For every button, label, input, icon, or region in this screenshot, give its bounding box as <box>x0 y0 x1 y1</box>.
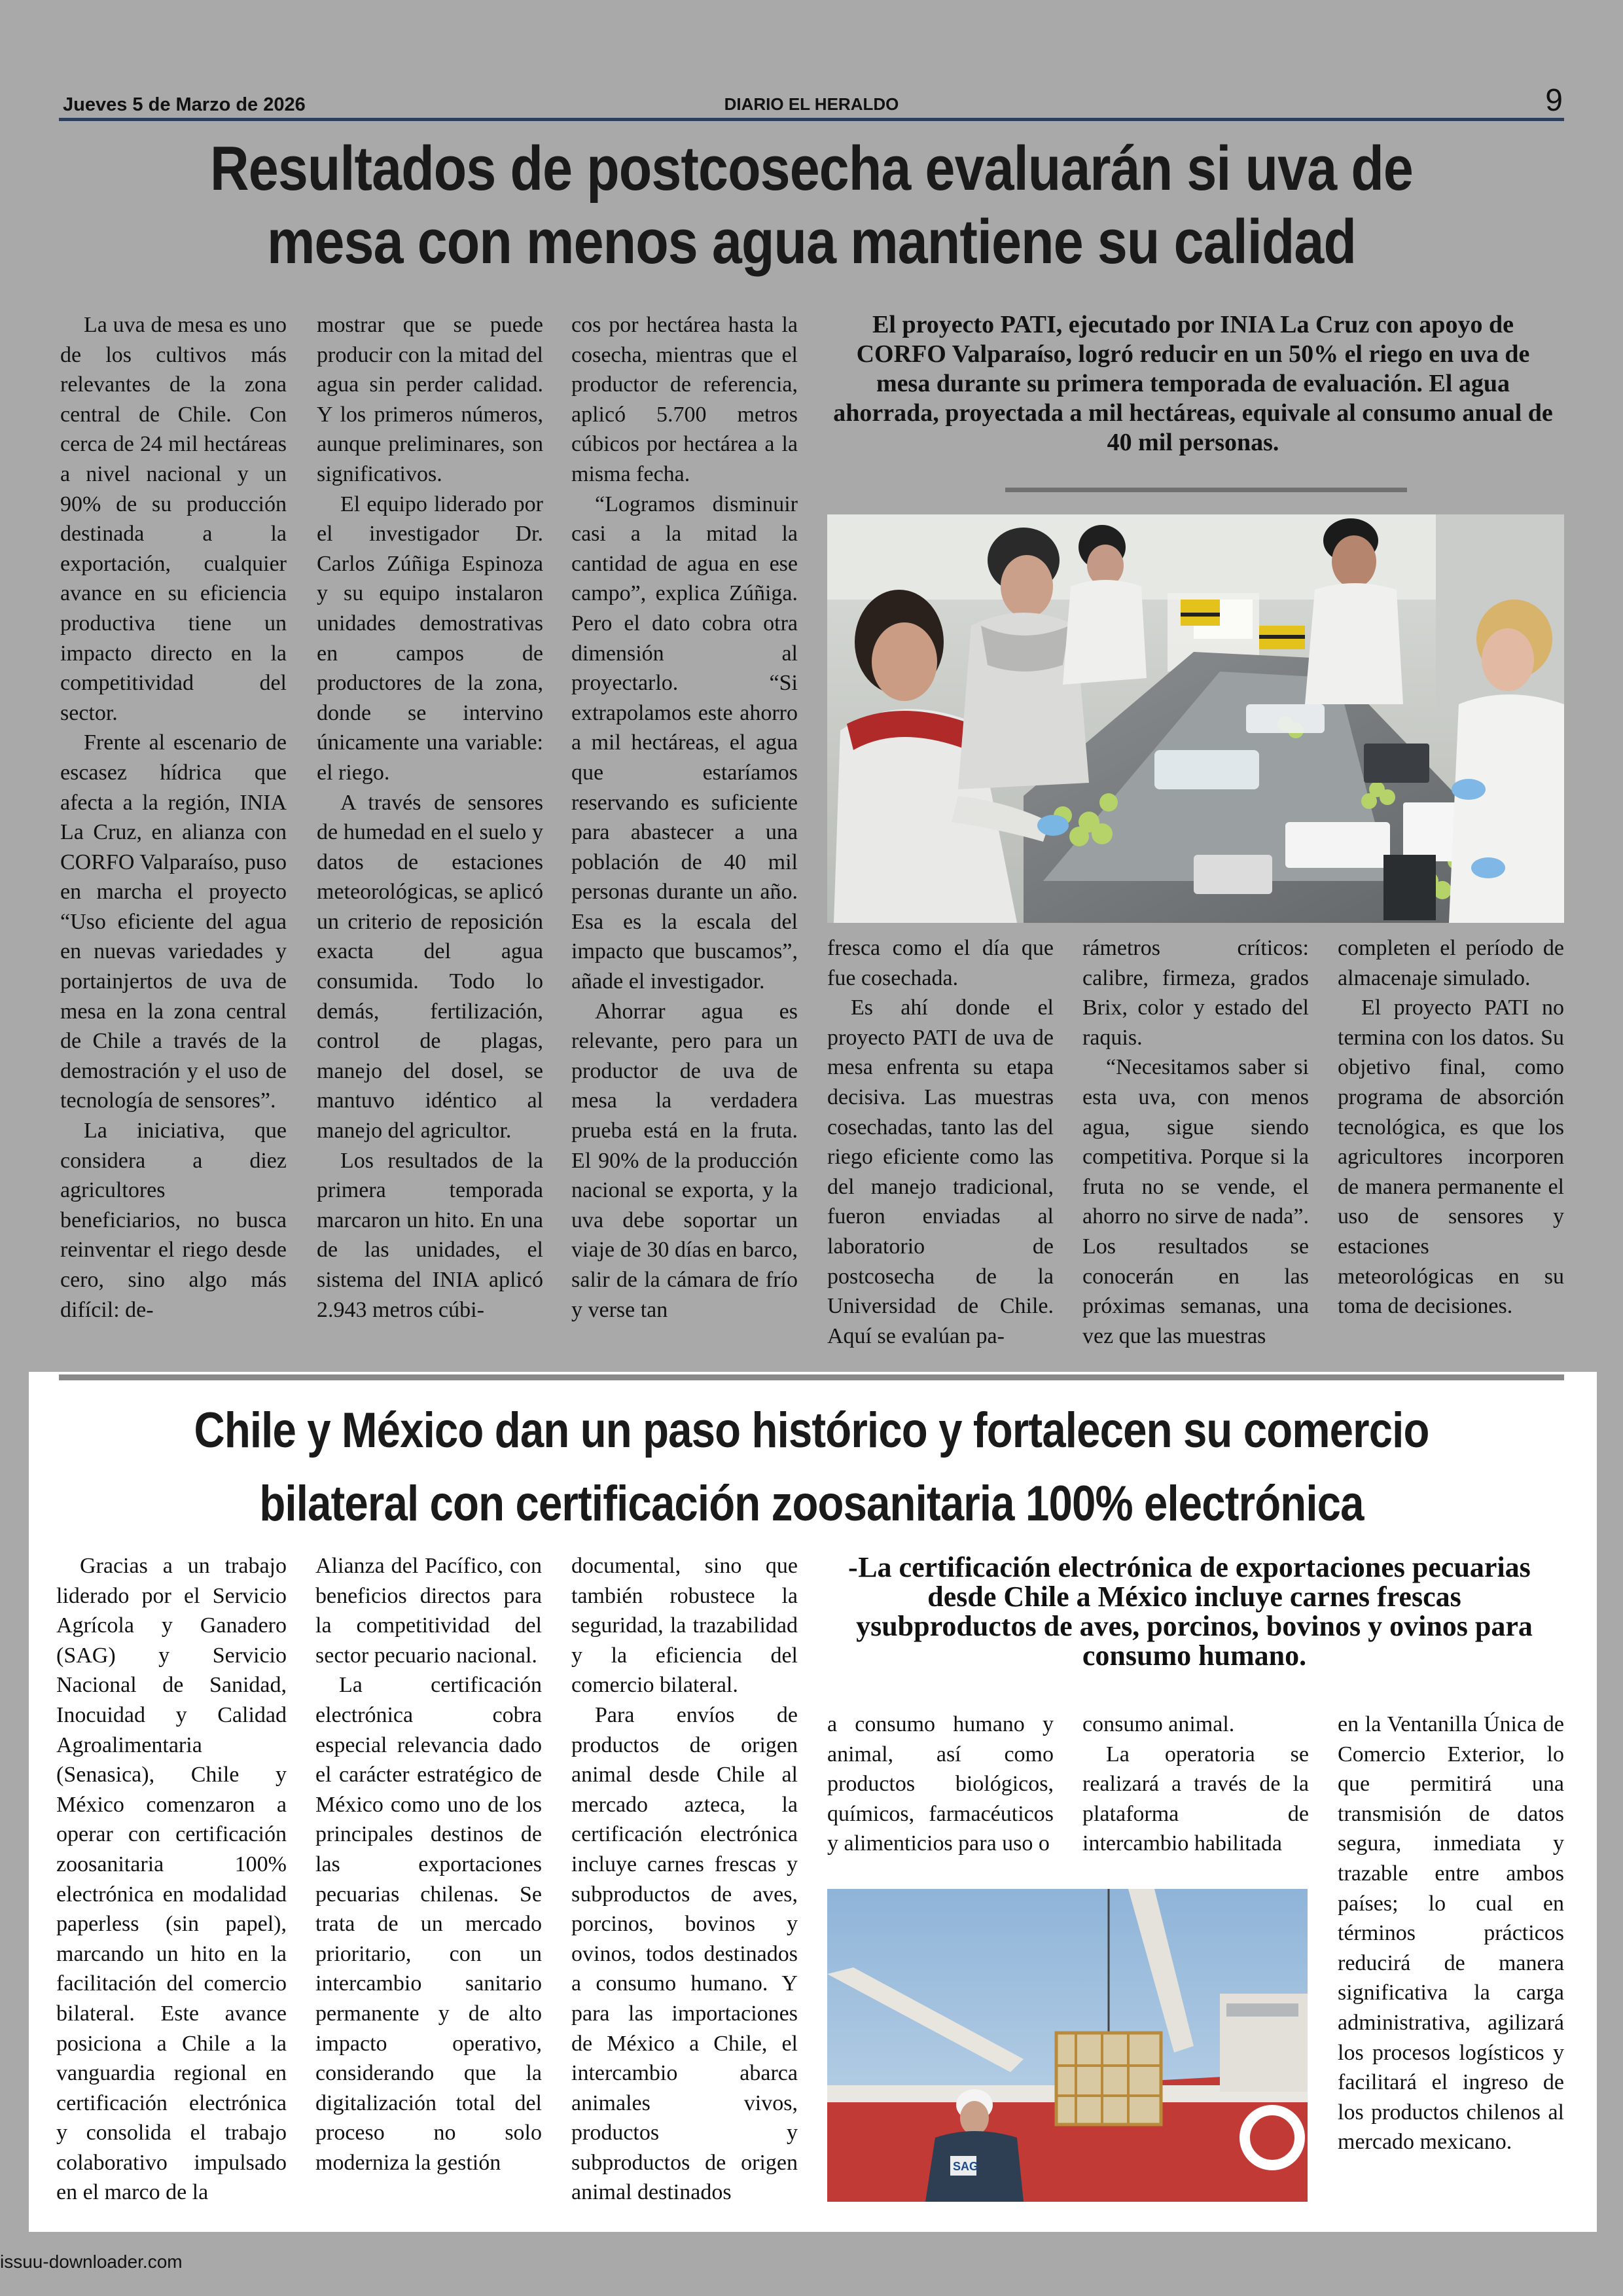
article1-column-1 <box>60 310 287 1325</box>
paragraph: “Necesitamos saber si esta uva, con menos agua, sigue siendo competitiva. Porque si la fruta no se vende, el ahorro no sirve de nada”. Los resultados se conocerán en las próximas semanas, una vez que las muestras <box>1082 1055 1309 1348</box>
paragraph: A través de sensores de humedad en el suelo y datos de estaciones meteorológicas, se aplicó un criterio de reposición exacta del agua consumida. Todo lo demás, fertilización, control de plagas, manejo del dosel, se mantuvo idéntico al manejo del agricultor. <box>317 790 543 1143</box>
ship-photo <box>827 1889 1308 2202</box>
paragraph: Para envíos de productos de origen animal desde Chile al mercado azteca, la certificación electrónica incluye carnes frescas y subproductos de aves, porcinos, bovinos y ovinos, todos destinados a consumo humano. Y para las importaciones de México a Chile, el intercambio abarca animales vivos, productos y subproductos de origen animal destinados <box>571 1702 798 2205</box>
sag-badge: SAG <box>953 2160 979 2173</box>
paragraph: cos por hectárea hasta la cosecha, mientras que el productor de referencia, aplicó 5.700 metros cúbicos por hectárea a la misma fecha. <box>571 313 798 486</box>
paragraph: en la Ventanilla Única de Comercio Exterior, lo que permitirá una transmisión de datos segura, inmediata y trazable entre ambos países; lo cual en términos prácticos reducirá de manera significativa la carga administrativa, agilizará los procesos logísticos y facilitará el ingreso de los productos chilenos al mercado mexicano. <box>1338 1712 1564 2155</box>
footer-watermark: issuu-downloader.com <box>0 2251 183 2272</box>
paragraph: La uva de mesa es uno de los cultivos más relevantes de la zona central de Chile. Con cerca de 24 mil hectáreas a nivel nacional y un 90% de su producción destinada a la exportación, cualquier avance en su eficiencia productiva tiene un impacto directo en la competitividad del sector. <box>60 313 287 725</box>
paragraph: mostrar que se puede producir con la mitad del agua sin perder calidad. Y los primeros números, aunque preliminares, son significativos. <box>317 313 543 486</box>
paragraph: La operatoria se realizará a través de la plataforma de intercambio habilitada <box>1082 1742 1309 1856</box>
article1-column-2 <box>317 310 543 1325</box>
article2-deck-text: La certificación electrónica de exportaciones pecuarias desde Chile a México incluye carnes frescas ysubproductos de aves, porcinos, bovinos y ovinos para consumo humano. <box>856 1551 1533 1672</box>
paragraph: La iniciativa, que considera a diez agricultores beneficiarios, no busca reinventar el riego desde cero, sino algo más difícil: de- <box>60 1119 287 1322</box>
lab-photo-illustration <box>827 514 1564 923</box>
paragraph: “Logramos disminuir casi a la mitad la cantidad de agua en ese campo”, explica Zúñiga. Pero el dato cobra otra dimensión al proyectarlo. “Si extrapolamos este ahorro a mil hectáreas, el agua que estaríamos reservando es suficiente para abastecer a una población de 40 mil personas durante un año. Esa es la escala del impacto que buscamos”, añade el investigador. <box>571 492 798 994</box>
paragraph: Es ahí donde el proyecto PATI de uva de mesa enfrenta su etapa decisiva. Las muestras cosechadas, tanto las del riego eficiente como las del manejo tradicional, fueron enviadas al laboratorio de postcosecha de la Universidad de Chile. Aquí se evalúan pa- <box>827 996 1054 1348</box>
paragraph: Alianza del Pacífico, con beneficios directos para la competitividad del sector pecuario nacional. <box>315 1554 542 1668</box>
deck-dash: - <box>848 1551 858 1583</box>
paragraph: documental, sino que también robustece la seguridad, la trazabilidad y la eficiencia del comercio bilateral. <box>571 1554 798 1698</box>
paragraph: fresca como el día que fue cosechada. <box>827 936 1054 990</box>
article2-column-2 <box>315 1551 542 2178</box>
article2-column-3 <box>571 1551 798 2208</box>
article1-column-3 <box>571 310 798 1325</box>
article1-headline-line1: Resultados de postcosecha evaluarán si uva de <box>210 134 1413 204</box>
deck-divider <box>1005 488 1407 492</box>
article2-column-1 <box>56 1551 287 2208</box>
header-divider <box>59 118 1564 121</box>
paragraph: Frente al escenario de escasez hídrica que afecta a la región, INIA La Cruz, en alianza con CORFO Valparaíso, puso en marcha el proyecto “Uso eficiente del agua en nuevas variedades y portainjertos de uva de mesa en la zona central de Chile a través de la demostración y el uso de tecnología de sensores”. <box>60 730 287 1113</box>
article1-column-6 <box>1338 933 1564 1321</box>
lab-photo <box>827 514 1564 923</box>
article2-headline-line1: Chile y México dan un paso histórico y fortalecen su comercio <box>194 1403 1429 1458</box>
ship-photo-illustration <box>827 1889 1308 2202</box>
article1-column-5 <box>1082 933 1309 1351</box>
article1-headline-line2: mesa con menos agua mantiene su calidad <box>266 207 1357 277</box>
paragraph: El proyecto PATI no termina con los datos. Su objetivo final, como programa de absorción tecnológica, es que los agricultores incorporen de manera permanente el uso de sensores y estaciones meteorológicas en su toma de decisiones. <box>1338 996 1564 1319</box>
page-number: 9 <box>1545 83 1563 118</box>
article2-deck <box>848 1551 1538 1672</box>
article2-headline-line2: bilateral con certificación zoosanitaria 100% electrónica <box>259 1476 1364 1532</box>
article2-column-6 <box>1338 1710 1564 2157</box>
newspaper-name: DIARIO EL HERALDO <box>724 94 899 114</box>
paragraph: La certificación electrónica cobra especial relevancia dado el carácter estratégico de México como uno de los principales destinos de las exportaciones pecuarias chilenas. Se trata de un mercado prioritario, con un intercambio sanitario permanente y de alto impacto operativo, considerando que la digitalización total del proceso no solo moderniza la gestión <box>315 1673 542 2175</box>
issue-date: Jueves 5 de Marzo de 2026 <box>63 94 306 115</box>
paragraph: completen el período de almacenaje simulado. <box>1338 936 1564 990</box>
article1-deck: El proyecto PATI, ejecutado por INIA La Cruz con apoyo de CORFO Valparaíso, logró reducir en un 50% el riego en uva de mesa durante su primera temporada de evaluación. El agua ahorrada, proyectada a mil hectáreas, equivale al consumo anual de 40 mil personas. <box>833 311 1553 456</box>
article1-headline <box>164 132 1459 279</box>
panel-divider <box>59 1374 1564 1380</box>
article2-headline <box>164 1394 1459 1541</box>
paragraph: a consumo humano y animal, así como productos biológicos, químicos, farmacéuticos y alimenticios para uso o <box>827 1712 1054 1856</box>
paragraph: rámetros críticos: calibre, firmeza, grados Brix, color y estado del raquis. <box>1082 936 1309 1050</box>
article2-column-4 <box>827 1710 1054 1859</box>
article2-column-5 <box>1082 1710 1309 1859</box>
paragraph: Gracias a un trabajo liderado por el Servicio Agrícola y Ganadero (SAG) y Servicio Nacional de Sanidad, Inocuidad y Calidad Agroalimentaria (Senasica), Chile y México comenzaron a operar con certificación zoosanitaria 100% electrónica en modalidad paperless (sin papel), marcando un hito en la facilitación del comercio bilateral. Este avance posiciona a Chile a la vanguardia regional en certificación electrónica y consolida el trabajo colaborativo impulsado en el marco de la <box>56 1554 287 2205</box>
article1-column-4 <box>827 933 1054 1351</box>
paragraph: Los resultados de la primera temporada marcaron un hito. En una de las unidades, el sistema del INIA aplicó 2.943 metros cúbi- <box>317 1148 543 1322</box>
paragraph: El equipo liderado por el investigador Dr. Carlos Zúñiga Espinoza y su equipo instalaron unidades demostrativas en campos de productores de la zona, donde se intervino únicamente una variable: el riego. <box>317 492 543 785</box>
paragraph: Ahorrar agua es relevante, pero para un productor de uva de mesa la verdadera prueba está en la fruta. El 90% de la producción nacional se exporta, y la uva debe soportar un viaje de 30 días en barco, salir de la cámara de frío y verse tan <box>571 999 798 1322</box>
paragraph: consumo animal. <box>1082 1712 1235 1736</box>
